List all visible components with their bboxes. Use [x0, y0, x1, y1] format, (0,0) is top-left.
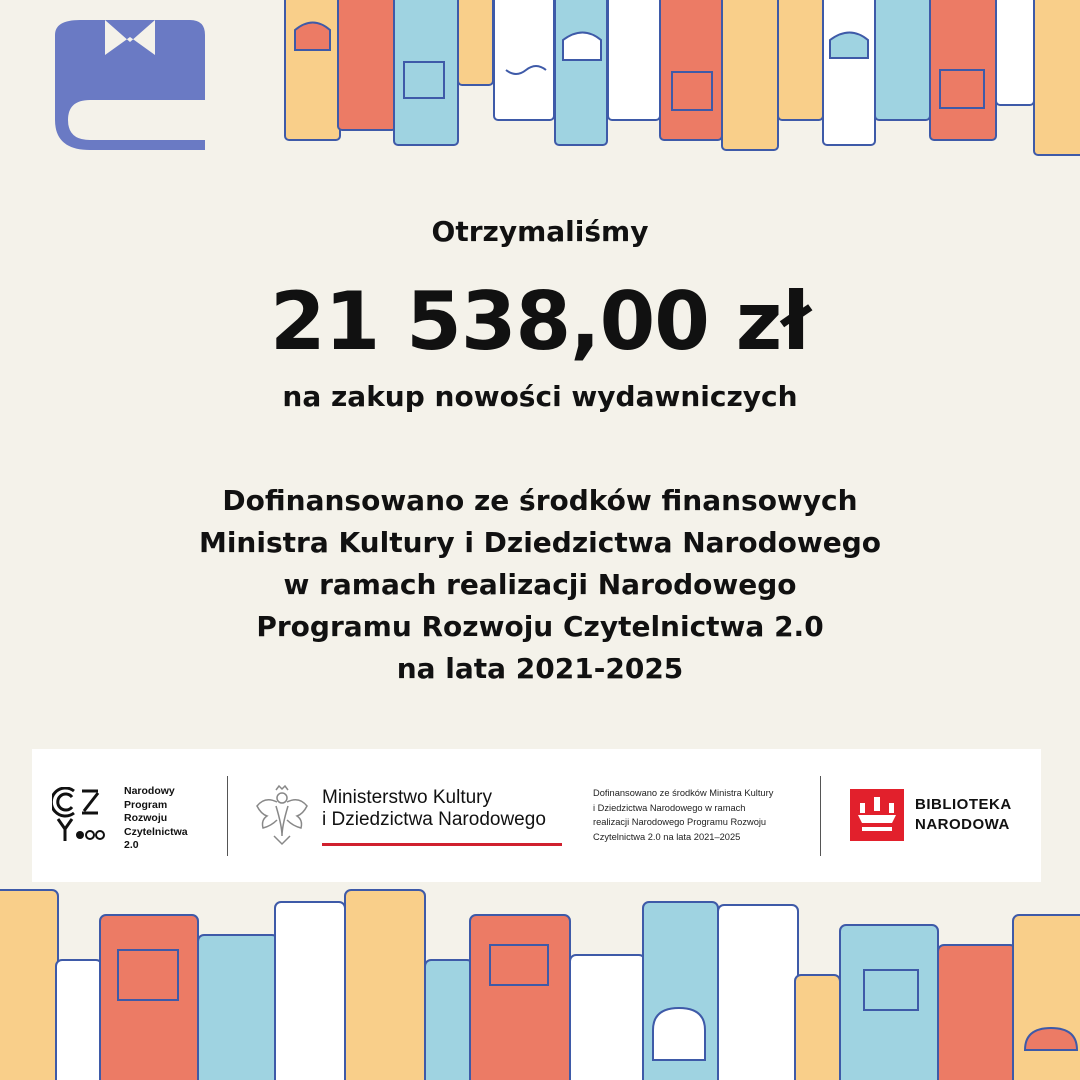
logo-divider — [820, 776, 821, 856]
ministry-logo-text: Ministerstwo Kultury i Dziedzictwa Narodowego — [322, 787, 546, 830]
ministry-red-underline — [322, 843, 562, 846]
library-crown-icon — [850, 789, 904, 841]
funding-line: w ramach realizacji Narodowego — [283, 568, 797, 601]
funding-note: Dofinansowano ze środków Ministra Kultury i Dziedzictwa Narodowego w ramach realizacji Narodowego Programu Rozwoju Czytelnictwa 2.0 na lata 2021–2025 — [593, 788, 774, 842]
nprc-logo-text: Narodowy Program Rozwoju Czytelnictwa 2.0 — [124, 785, 188, 851]
sponsor-logo-bar — [32, 749, 1041, 882]
polish-eagle-icon — [254, 784, 310, 846]
funding-statement — [0, 480, 1080, 690]
purpose-text: na zakup nowości wydawniczych — [282, 380, 798, 413]
received-label: Otrzymaliśmy — [431, 215, 649, 248]
book-logo-icon — [50, 20, 210, 155]
funding-line: Programu Rozwoju Czytelnictwa 2.0 — [256, 610, 824, 643]
books-illustration-bottom — [0, 880, 1080, 1080]
logo-divider — [227, 776, 228, 856]
funding-line: na lata 2021-2025 — [396, 652, 684, 685]
amount-value: 21 538,00 zł — [270, 275, 810, 368]
funding-line: Ministra Kultury i Dziedzictwa Narodowego — [198, 526, 882, 559]
funding-line: Dofinansowano ze środków finansowych — [222, 484, 858, 517]
nprc-logo-icon — [52, 787, 108, 843]
library-logo-text: BIBLIOTEKA NARODOWA — [915, 796, 1012, 833]
